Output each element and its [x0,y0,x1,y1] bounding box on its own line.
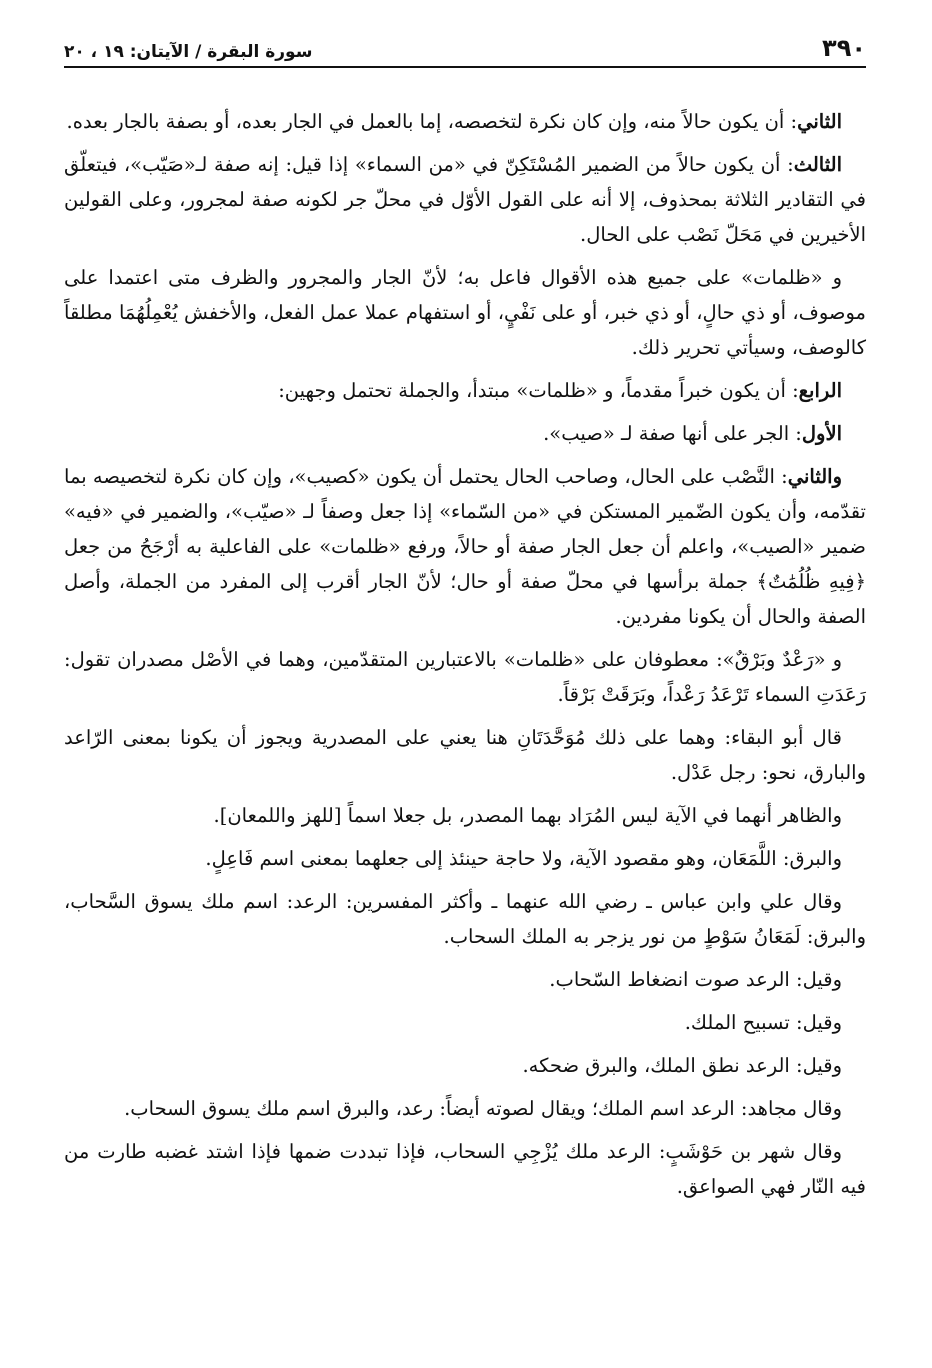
paragraph-text: وقال مجاهد: الرعد اسم الملك؛ ويقال لصوته أيضاً: رعد، والبرق اسم ملك يسوق السحاب. [124,1097,842,1120]
paragraph-4 [64,373,866,408]
paragraph-text: وقيل: الرعد نطق الملك، والبرق ضحكه. [522,1054,842,1077]
paragraph-text: و «رَعْدٌ وبَرْقٌ»: معطوفان على «ظلمات» بالاعتبارين المتقدّمين، وهما في الأصْل مصدران تقول: رَعَدَتِ السماء تَرْعَدُ رَعْداً، وبَرَقَتْ بَرْقاً. [64,648,866,706]
paragraph-text: وقيل: الرعد صوت انضغاط السّحاب. [549,968,842,991]
paragraph-text: وقال علي وابن عباس ـ رضي الله عنهما ـ وأكثر المفسرين: الرعد: اسم ملك يسوق السَّحاب، والبرق: لَمَعَانُ سَوْطٍ من نور يزجر به الملك السحاب. [64,890,866,948]
paragraph-16 [64,1134,866,1204]
paragraph-lead: الثاني [797,110,842,133]
paragraph-2 [64,147,866,252]
paragraph-7 [64,642,866,712]
page-number: ٣٩٠ [822,34,866,62]
paragraph-12 [64,962,866,997]
page-body [64,104,866,1212]
paragraph-text: والظاهر أنهما في الآية ليس المُرَاد بهما المصدر، بل جعلا اسماً [للهز واللمعان]. [213,804,842,827]
paragraph-text: و «ظلمات» على جميع هذه الأقوال فاعل به؛ لأنّ الجار والمجرور والظرف متى اعتمدا على موصوف، أو ذي حالٍ، أو ذي خبر، أو على نَفْيٍ، أو استفهام عملا عمل الفعل، والأخفش يُعْمِلُهُمَا مطلقاً كالوصف، وسيأتي تحرير ذلك. [64,266,866,359]
paragraph-6 [64,459,866,634]
paragraph-text: : أن يكون حالاً منه، وإن كان نكرة لتخصصه، إما بالعمل في الجار بعده، أو بصفة بالجار بعده. [66,110,798,133]
paragraph-text: وقيل: تسبيح الملك. [684,1011,842,1034]
paragraph-text: وقال شهر بن حَوْشَبٍ: الرعد ملك يُزْجِي السحاب، فإذا تبددت ضمها فإذا اشتد غضبه طارت من فيه النّار فهي الصواعق. [64,1140,866,1198]
paragraph-text: : أن يكون خبراً مقدماً، و «ظلمات» مبتدأ، والجملة تحتمل وجهين: [278,379,799,402]
paragraph-3 [64,260,866,365]
paragraph-lead: والثاني [787,465,842,488]
paragraph-14 [64,1048,866,1083]
paragraph-lead: الثالث [793,153,842,176]
paragraph-text: قال أبو البقاء: وهما على ذلك مُوَحَّدَتَانِ هنا يعني على المصدرية ويجوز أن يكونا بمعنى الرّاعد والبارق، نحو: رجل عَدْل. [64,726,866,784]
paragraph-1 [64,104,866,139]
running-title: سورة البقرة / الآيتان: ١٩ ، ٢٠ [64,42,313,62]
paragraph-text: : النَّصْب على الحال، وصاحب الحال يحتمل أن يكون «كصيب»، وإن كان نكرة لتخصيصه بما تقدّمه، وأن يكون الضّمير المستكن في «من السّماء» إذا جعل وصفاً لـ «صيّب»، والضمير في «فيه» ضمير «الصيب»، واعلم أن جعل الجار صفة أو حالاً، ورفع «ظلمات» على الفاعلية به أرْجَحُ من جعل ﴿فِيهِ ظُلُمَٰتٌ﴾ جملة برأسها في محلّ صفة أو حال؛ لأنّ الجار أقرب إلى المفرد من الجملة، وأصل الصفة والحال أن يكونا مفردين. [64,465,866,628]
page-header [64,28,866,68]
paragraph-15 [64,1091,866,1126]
paragraph-text: : أن يكون حالاً من الضمير المُسْتَكِنّ في «من السماء» إذا قيل: إنه صفة لـ«صَيّب»، فيتعلّق في التقادير الثلاثة بمحذوف، إلا أنه على القول الأوّل في محلّ جر لكونه صفة لمجرور، وعلى القولين الأخيرين في مَحَلّ نَصْب على الحال. [64,153,866,246]
paragraph-9 [64,798,866,833]
paragraph-8 [64,720,866,790]
paragraph-text: والبرق: اللَّمَعَان، وهو مقصود الآية، ولا حاجة حينئذ إلى جعلهما بمعنى اسم فَاعِلٍ. [205,847,842,870]
paragraph-lead: الرابع [798,379,842,402]
paragraph-5 [64,416,866,451]
paragraph-10 [64,841,866,876]
paragraph-11 [64,884,866,954]
paragraph-13 [64,1005,866,1040]
paragraph-text: : الجر على أنها صفة لـ «صيب». [543,422,802,445]
paragraph-lead: الأول [801,422,842,445]
